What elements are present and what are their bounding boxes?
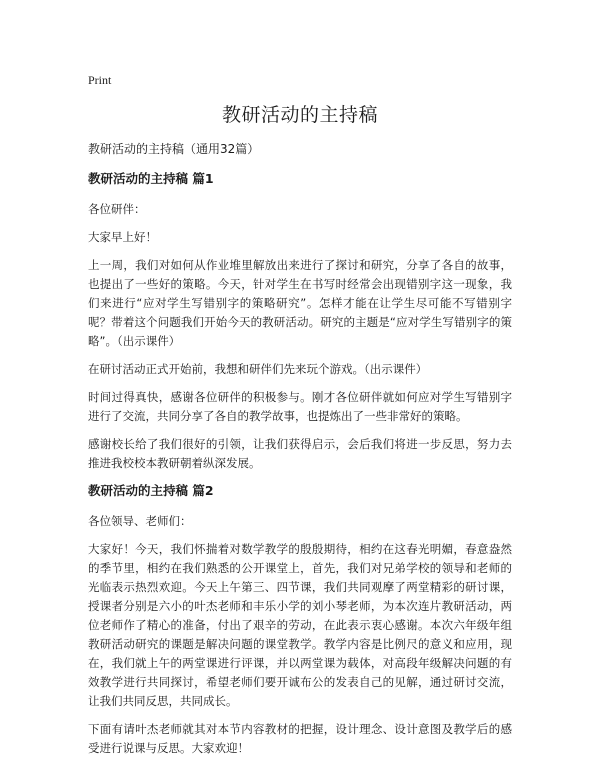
paragraph: 大家好！今天，我们怀揣着对数学教学的殷殷期待，相约在这春光明媚，春意盎然的季节里，相约在我们熟悉的公开课堂上，首先，我们对兄弟学校的领导和老师的光临表示热烈欢迎。今天上午第三、四节课，我们共同观摩了两堂精彩的研讨课，授课者分别是六小的叶杰老师和丰乐小学的刘小琴老师，为本次连片教研活动，两位老师作了精心的准备，付出了艰辛的劳动，在此表示衷心感谢。本次六年级年组教研活动研究的课题是解决问题的课堂教学。教学内容是比例尺的意义和应用，现在，我们就上午的两堂课进行评课，并以两堂课为载体，对高段年级解决问题的有效教学进行共同探讨，希望老师们要开诚布公的发表自己的见解，通过研讨交流，让我们共同反思，共同成长。 (88, 542, 512, 708)
section-2 (88, 482, 512, 758)
paragraph: 在研讨活动正式开始前，我想和研伴们先来玩个游戏。（出示课件） (88, 362, 428, 376)
paragraph: 各位研伴： (88, 202, 146, 216)
paragraph: 时间过得真快，感谢各位研伴的积极参与。刚才各位研伴就如何应对学生写错别字进行了交流，共同分享了各自的教学故事，也提炼出了一些非常好的策略。 (88, 390, 512, 423)
print-link[interactable]: Print (88, 73, 112, 87)
paragraph: 下面有请叶杰老师就其对本节内容教材的把握，设计理念、设计意图及教学后的感受进行说课与反思。大家欢迎！ (88, 722, 512, 755)
section-heading: 教研活动的主持稿 篇2 (88, 483, 214, 498)
paragraph: 各位领导、老师们： (88, 514, 192, 528)
paragraph: 上一周，我们对如何从作业堆里解放出来进行了探讨和研究，分享了各自的故事，也提出了一些好的策略。今天，针对学生在书写时经常会出现错别字这一现象，我们来进行“应对学生写错别字的策略研究”。怎样才能在让学生尽可能不写错别字呢？带着这个问题我们开始今天的教研活动。研究的主题是“应对学生写错别字的策略”。（出示课件） (88, 258, 512, 348)
section-1 (88, 170, 512, 473)
section-heading: 教研活动的主持稿 篇1 (88, 171, 214, 186)
document-title: 教研活动的主持稿 (221, 104, 378, 126)
paragraph: 感谢校长给了我们很好的引领，让我们获得启示，会后我们将进一步反思，努力去推进我校校本教研朝着纵深发展。 (88, 437, 512, 470)
paragraph: 大家早上好！ (88, 230, 157, 244)
document-subtitle: 教研活动的主持稿（通用32篇） (88, 142, 260, 156)
